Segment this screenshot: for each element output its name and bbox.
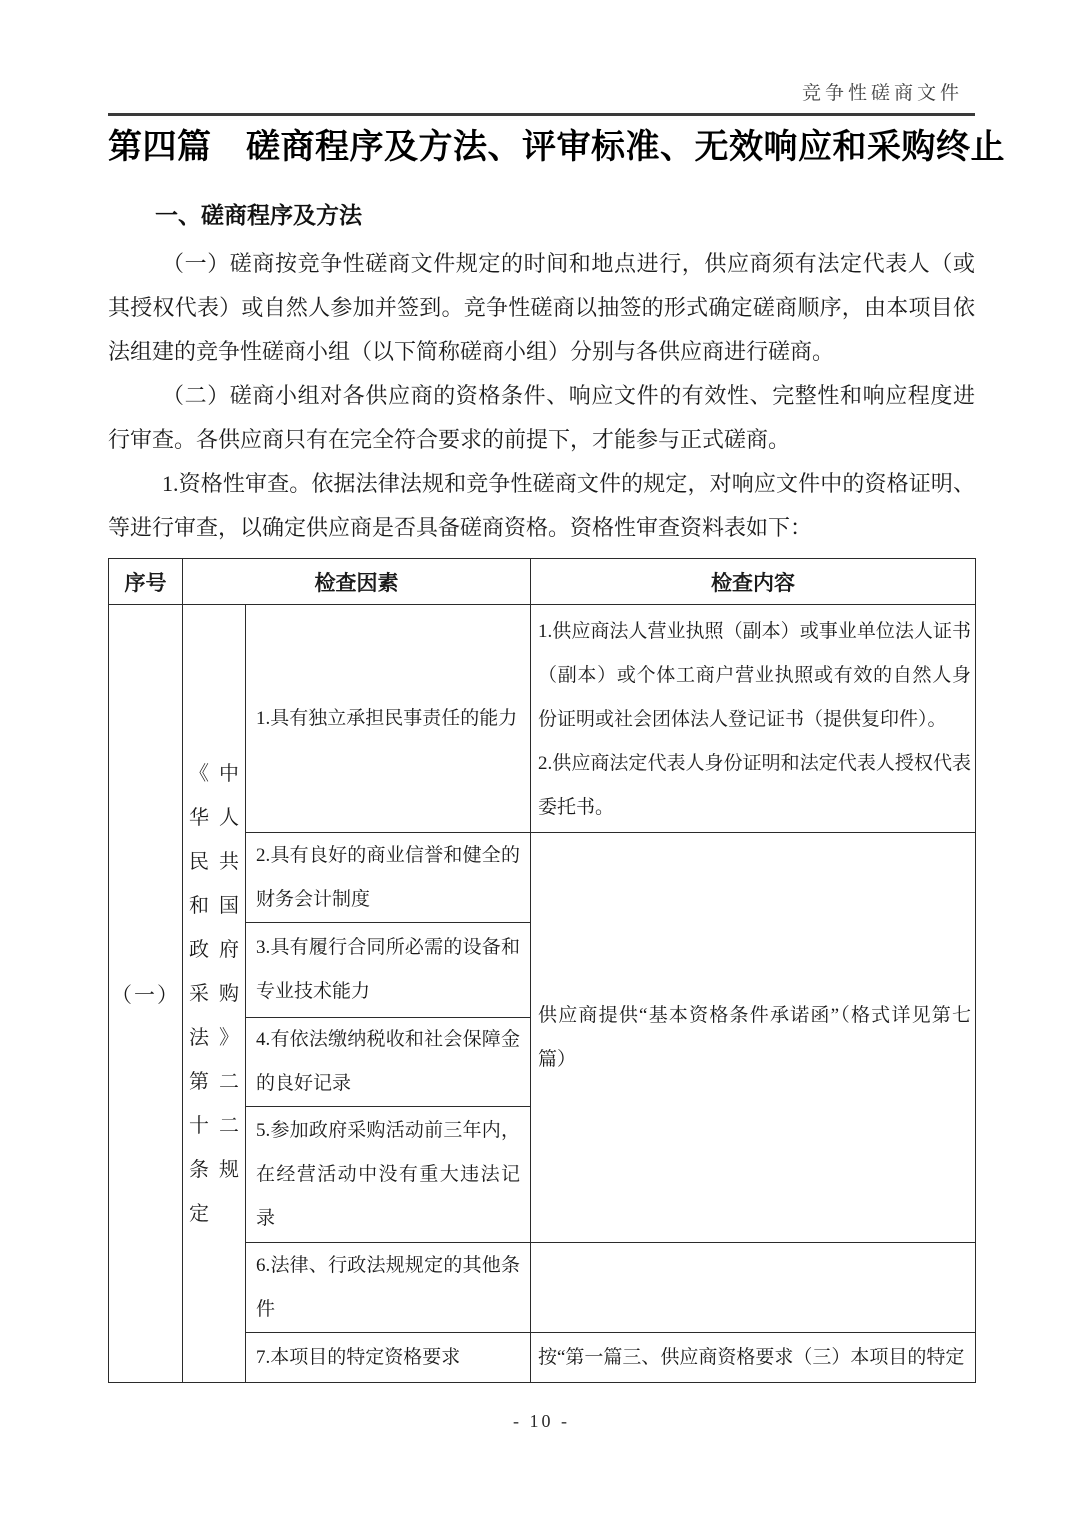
content-cell-1 <box>531 605 976 833</box>
factor-cell-2: 2.具有良好的商业信誉和健全的财务会计制度 <box>246 833 531 923</box>
qualification-review-table <box>108 558 976 1383</box>
content-cell-2to5: 供应商提供“基本资格条件承诺函”（格式详见第七篇） <box>531 833 976 1243</box>
factor-cell-3: 3.具有履行合同所必需的设备和专业技术能力 <box>246 923 531 1018</box>
law-citation-cell <box>183 605 246 1383</box>
factor-cell-6: 6.法律、行政法规规定的其他条件 <box>246 1243 531 1333</box>
col-header-index: 序号 <box>109 559 183 605</box>
factor-cell-4: 4.有依法缴纳税收和社会保障金的良好记录 <box>246 1018 531 1107</box>
content-cell-7: 按“第一篇三、供应商资格要求（三）本项目的特定 <box>531 1333 976 1383</box>
section-heading: 一、磋商程序及方法 <box>155 202 362 228</box>
paragraph-2: （二）磋商小组对各供应商的资格条件、响应文件的有效性、完整性和响应程度进行审查。各供应商只有在完全符合要求的前提下，才能参与正式磋商。 <box>108 383 975 452</box>
table-row <box>109 605 976 833</box>
col-header-factor: 检查因素 <box>183 559 531 605</box>
content-cell-6 <box>531 1243 976 1333</box>
page-number: - 10 - <box>513 1411 570 1431</box>
header-rule <box>108 113 975 116</box>
header-doc-label: 竞争性磋商文件 <box>801 83 963 104</box>
paragraph-1: （一）磋商按竞争性磋商文件规定的时间和地点进行，供应商须有法定代表人（或其授权代表）或自然人参加并签到。竞争性磋商以抽签的形式确定磋商顺序，由本项目依法组建的竞争性磋商小组（以下简称磋商小组）分别与各供应商进行磋商。 <box>108 251 975 364</box>
paragraph-3: 1.资格性审查。依据法律法规和竞争性磋商文件的规定，对响应文件中的资格证明、等进行审查，以确定供应商是否具备磋商资格。资格性审查资料表如下： <box>108 471 975 540</box>
col-header-content: 检查内容 <box>531 559 976 605</box>
page-title: 第四篇 磋商程序及方法、评审标准、无效响应和采购终止 <box>108 128 1005 166</box>
group-index-cell: （一） <box>109 605 183 1383</box>
factor-cell-5: 5.参加政府采购活动前三年内，在经营活动中没有重大违法记录 <box>246 1107 531 1243</box>
factor-cell-7: 7.本项目的特定资格要求 <box>246 1333 531 1383</box>
factor-cell-1: 1.具有独立承担民事责任的能力 <box>246 605 531 833</box>
law-citation: 《 中 华 人 民 共 和 国 政 府 采 购 法 》 第 二 十 二 条 规 定 <box>189 762 239 1225</box>
table-header-row <box>109 559 976 605</box>
content-item: 2.供应商法定代表人身份证明和法定代表人授权代表委托书。 <box>538 753 971 818</box>
content-item: 1.供应商法人营业执照（副本）或事业单位法人证书（副本）或个体工商户营业执照或有效的自然人身份证明或社会团体法人登记证书（提供复印件）。 <box>538 621 971 730</box>
